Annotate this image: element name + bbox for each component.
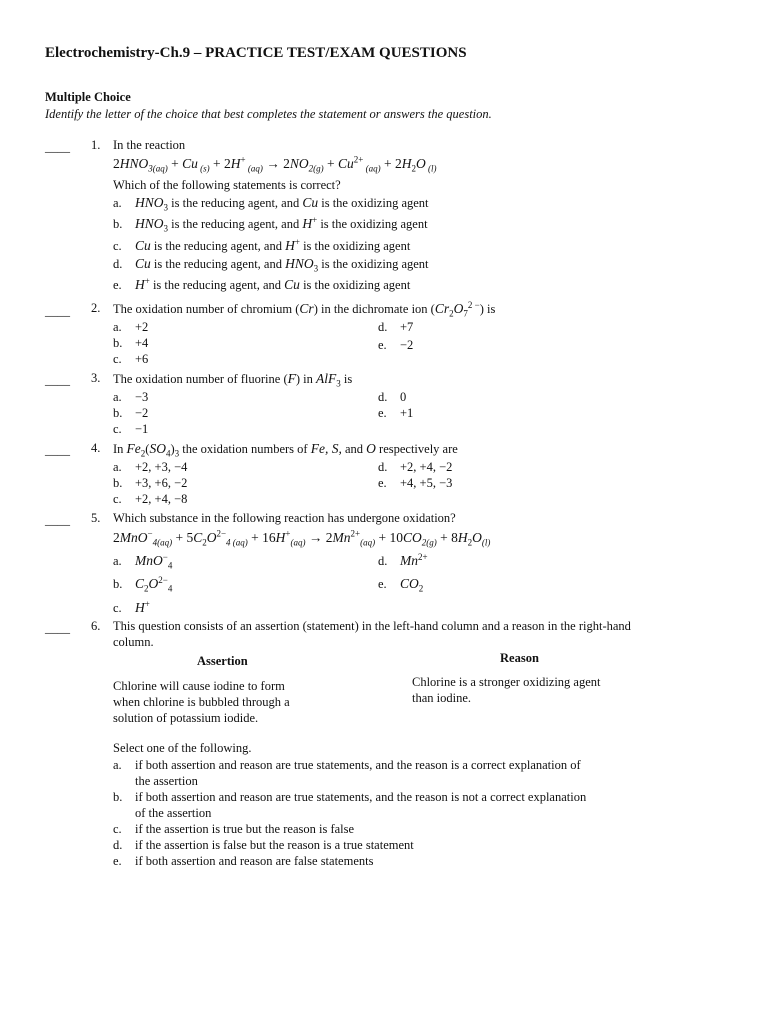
option-q6-d[interactable]: d. if the assertion is false but the reason is a true statement <box>113 838 414 852</box>
reason-heading: Reason <box>500 651 539 665</box>
question-text: This question consists of an assertion (statement) in the left-hand column and a reason in the right-hand <box>113 619 631 633</box>
option-q1-c[interactable]: c. Cu is the reducing agent, and H+ is the oxidizing agent <box>113 236 411 253</box>
question-number: 6. <box>91 619 101 633</box>
option-letter: a. <box>113 196 122 210</box>
question-text: The oxidation number of fluorine (F) in AlF$_3$ is <box>113 371 353 389</box>
option-q4-e[interactable]: e. +4, +5, −3 <box>378 476 453 490</box>
option-q6-e[interactable]: e. if both assertion and reason are false statements <box>113 854 374 868</box>
question-text: column. <box>113 635 154 649</box>
option-text: is the oxidizing agent <box>318 257 429 271</box>
option-text: is the oxidizing agent <box>299 239 411 253</box>
answer-blank-q1[interactable]: ____ <box>45 140 70 154</box>
option-text: is the oxidizing agent <box>299 278 411 292</box>
question-text: Which substance in the following reaction has undergone oxidation? <box>113 511 456 525</box>
question-text: The oxidation number of chromium (Cr) in the dichromate ion $(Cr_2O_7^{2 -})$ is <box>113 299 496 319</box>
assertion-text: Chlorine will cause iodine to form when chlorine is bubbled through a solution of potassium iodide. <box>113 679 290 725</box>
option-q5-b[interactable]: b. $C_2O^{2-}_4$ <box>113 574 173 594</box>
option-q1-e[interactable]: e. H+ is the reducing agent, and Cu is the oxidizing agent <box>113 275 411 292</box>
option-text: is the oxidizing agent <box>318 196 429 210</box>
option-letter: d. <box>113 257 123 271</box>
option-text: is the reducing agent, and <box>149 278 285 292</box>
option-q1-b[interactable]: b. $HNO_3$ is the reducing agent, and H+ is the oxidizing agent <box>113 214 428 234</box>
option-q5-c[interactable]: c. H+ <box>113 598 150 615</box>
question-number: 1. <box>91 138 101 152</box>
option-q6-a[interactable]: a. if both assertion and reason are true statements, and the reason is a correct explanation of the assertion <box>113 758 581 788</box>
option-q3-c[interactable]: c. −1 <box>113 422 149 436</box>
option-q5-e[interactable]: e. $CO_2$ <box>378 576 424 594</box>
option-q6-c[interactable]: c. if the assertion is true but the reason is false <box>113 822 355 836</box>
question-number: 2. <box>91 301 101 315</box>
option-q1-d[interactable]: d. Cu is the reducing agent, and $HNO_3$ is the oxidizing agent <box>113 256 429 274</box>
question-text: In the reaction <box>113 138 186 152</box>
question-number: 5. <box>91 511 101 525</box>
option-q6-b[interactable]: b. if both assertion and reason are true statements, and the reason is not a correct explanation of the assertion <box>113 790 587 820</box>
reason-text: Chlorine is a stronger oxidizing agent than iodine. <box>412 675 601 705</box>
option-letter: e. <box>113 278 122 292</box>
question-number: 3. <box>91 371 101 385</box>
option-text: is the reducing agent, and <box>168 196 303 210</box>
option-q4-d[interactable]: d. +2, +4, −2 <box>378 460 453 474</box>
option-q3-d[interactable]: d. 0 <box>378 390 407 404</box>
question-prompt: Which of the following statements is correct? <box>113 178 341 192</box>
reaction-equation-q5: $2MnO^-_{4(aq)} + 5C_2O^{2-}_{4 (aq)} + 16H^+_{(aq)} \to 2Mn^{2+}_{(aq)} + 10CO_{2(g)} + 8H_2O_{(l)}$ <box>113 528 491 548</box>
option-q2-e[interactable]: e. −2 <box>378 338 414 352</box>
option-letter: b. <box>113 217 123 231</box>
option-q4-b[interactable]: b. +3, +6, −2 <box>113 476 188 490</box>
answer-blank-q3[interactable]: ____ <box>45 373 70 387</box>
option-text: is the oxidizing agent <box>317 217 428 231</box>
page-title: Electrochemistry-Ch.9 – PRACTICE TEST/EXAM QUESTIONS <box>45 45 467 61</box>
answer-blank-q2[interactable]: ____ <box>45 304 70 318</box>
section-instructions: Identify the letter of the choice that best completes the statement or answers the question. <box>45 107 492 121</box>
answer-blank-q5[interactable]: ____ <box>45 513 70 527</box>
question-number: 4. <box>91 441 101 455</box>
option-text: is the reducing agent, and <box>168 217 303 231</box>
question-text: In $Fe_2(SO_4)_3$ the oxidation numbers of Fe, S, and O respectively are <box>113 441 458 459</box>
reaction-equation-q1: $2HNO_{3(aq)} + Cu$ $_{(s)}$ + 2H+ $_{(aq)} \to 2NO_{2(g)} + Cu^{2+}$ $_{(aq)} + 2H_2O$ $_{(l)}$ <box>113 154 437 174</box>
option-q2-d[interactable]: d. +7 <box>378 320 414 334</box>
option-letter: c. <box>113 239 122 253</box>
answer-blank-q6[interactable]: ____ <box>45 621 70 635</box>
option-q2-b[interactable]: b. +4 <box>113 336 149 350</box>
option-text: is the reducing agent, and <box>150 239 286 253</box>
option-q2-a[interactable]: a. +2 <box>113 320 149 334</box>
option-q2-c[interactable]: c. +6 <box>113 352 149 366</box>
assertion-heading: Assertion <box>197 654 248 668</box>
option-q3-b[interactable]: b. −2 <box>113 406 149 420</box>
option-q3-e[interactable]: e. +1 <box>378 406 414 420</box>
answer-blank-q4[interactable]: ____ <box>45 443 70 457</box>
option-text: is the reducing agent, and <box>150 257 286 271</box>
option-q3-a[interactable]: a. −3 <box>113 390 149 404</box>
option-q4-c[interactable]: c. +2, +4, −8 <box>113 492 188 506</box>
select-instruction: Select one of the following. <box>113 741 252 755</box>
option-q4-a[interactable]: a. +2, +3, −4 <box>113 460 188 474</box>
section-heading: Multiple Choice <box>45 90 131 104</box>
option-q5-d[interactable]: d. $Mn^{2+}$ <box>378 551 428 568</box>
option-q5-a[interactable]: a. MnO−$_4$ <box>113 551 173 571</box>
option-q1-a[interactable]: a. $HNO_3$ is the reducing agent, and Cu is the oxidizing agent <box>113 195 429 213</box>
